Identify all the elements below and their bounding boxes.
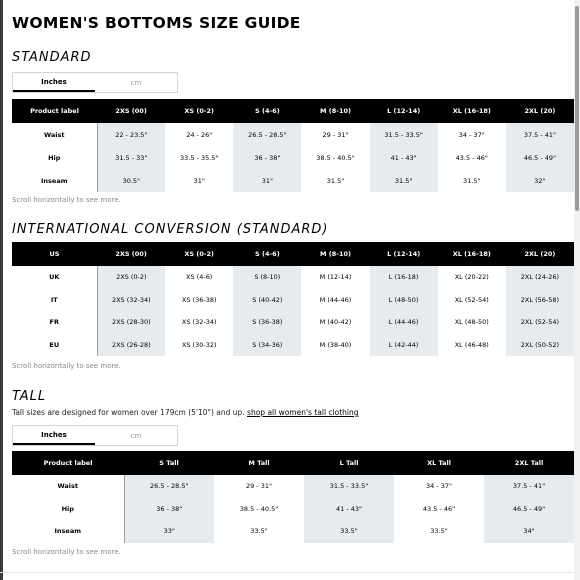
table-cell: XL (48-50) (438, 311, 506, 334)
table-cell: 2XS (32-34) (97, 289, 165, 312)
column-header-s-tall: S Tall (124, 451, 214, 475)
table-cell: XL (52-54) (438, 289, 506, 312)
tall-cm-button[interactable]: cm (130, 431, 142, 440)
column-header-s-4-6: S (4-6) (233, 99, 301, 123)
table-cell: 34" (484, 520, 574, 543)
tall-section-title: TALL (12, 389, 47, 404)
row-label: Waist (12, 475, 124, 498)
table-cell: 2XS (26-28) (97, 334, 165, 357)
column-header-2xs-00: 2XS (00) (97, 242, 165, 266)
tall-size-table (12, 451, 574, 543)
tall-note (12, 408, 359, 417)
table-row-hip (12, 146, 574, 169)
table-cell: 31.5 - 33" (97, 146, 165, 169)
row-label: FR (12, 311, 97, 334)
table-cell: 2XS (0-2) (97, 266, 165, 289)
row-label: Hip (12, 146, 97, 169)
shop-tall-clothing-link[interactable]: shop all women's tall clothing (247, 408, 359, 417)
table-row-waist (12, 475, 574, 498)
tall-header-row (12, 451, 574, 475)
column-header-2xs-00: 2XS (00) (97, 99, 165, 123)
column-header-l-tall: L Tall (304, 451, 394, 475)
column-header-xs-0-2: XS (0-2) (165, 99, 233, 123)
table-cell: 31.5" (370, 169, 438, 192)
column-header-l-12-14: L (12-14) (370, 99, 438, 123)
table-cell: 31" (233, 169, 301, 192)
row-label: IT (12, 289, 97, 312)
standard-size-table (12, 99, 574, 192)
table-row-it (12, 289, 574, 312)
table-cell: 41 - 43" (304, 498, 394, 521)
table-cell: L (42-44) (370, 334, 438, 357)
table-cell: 2XL (56-58) (506, 289, 574, 312)
table-cell: 31.5 - 33.5" (370, 123, 438, 146)
table-cell: M (12-14) (301, 266, 369, 289)
table-cell: L (16-18) (370, 266, 438, 289)
row-label: Inseam (12, 520, 124, 543)
table-cell: 2XL (52-54) (506, 311, 574, 334)
column-header-xl-16-18: XL (16-18) (438, 99, 506, 123)
table-cell: S (8-10) (233, 266, 301, 289)
table-cell: S (40-42) (233, 289, 301, 312)
row-label: Waist (12, 123, 97, 146)
tall-inches-button[interactable]: Inches (13, 426, 95, 445)
table-row-waist (12, 123, 574, 146)
table-cell: 34 - 37" (438, 123, 506, 146)
table-cell: 38.5 - 40.5" (301, 146, 369, 169)
table-cell: 38.5 - 40.5" (214, 498, 304, 521)
table-cell: XS (30-32) (165, 334, 233, 357)
table-cell: 30.5" (97, 169, 165, 192)
column-header-l-12-14: L (12-14) (370, 242, 438, 266)
column-header-2xl-20: 2XL (20) (506, 242, 574, 266)
table-row-inseam (12, 169, 574, 192)
vertical-scrollbar[interactable] (574, 0, 580, 580)
row-label: Hip (12, 498, 124, 521)
left-edge-shadow (0, 0, 3, 580)
table-row-eu (12, 334, 574, 357)
column-header-product-label: Product label (12, 451, 124, 475)
table-cell: S (34-36) (233, 334, 301, 357)
row-label: EU (12, 334, 97, 357)
table-cell: 29 - 31" (214, 475, 304, 498)
column-header-xs-0-2: XS (0-2) (165, 242, 233, 266)
table-cell: 26.5 - 28.5" (233, 123, 301, 146)
standard-scroll-hint: Scroll horizontally to see more. (12, 196, 121, 204)
international-section-title: INTERNATIONAL CONVERSION (STANDARD) (12, 222, 329, 237)
column-header-m-8-10: M (8-10) (301, 99, 369, 123)
tall-scroll-hint: Scroll horizontally to see more. (12, 548, 121, 556)
table-cell: 43.5 - 46" (438, 146, 506, 169)
table-cell: 2XS (28-30) (97, 311, 165, 334)
bottom-divider (0, 572, 574, 573)
column-header-s-4-6: S (4-6) (233, 242, 301, 266)
standard-unit-toggle (12, 72, 178, 93)
table-row-inseam (12, 520, 574, 543)
column-header-xl-tall: XL Tall (394, 451, 484, 475)
column-header-us: US (12, 242, 97, 266)
column-header-xl-16-18: XL (16-18) (438, 242, 506, 266)
table-row-fr (12, 311, 574, 334)
table-cell: 29 - 31" (301, 123, 369, 146)
table-row-hip (12, 498, 574, 521)
table-cell: XS (36-38) (165, 289, 233, 312)
standard-inches-button[interactable]: Inches (13, 73, 95, 92)
table-cell: 26.5 - 28.5" (124, 475, 214, 498)
table-cell: 2XL (50-52) (506, 334, 574, 357)
table-cell: 37.5 - 41" (484, 475, 574, 498)
column-header-m-tall: M Tall (214, 451, 304, 475)
international-scroll-hint: Scroll horizontally to see more. (12, 362, 121, 370)
table-cell: L (44-46) (370, 311, 438, 334)
standard-header-row (12, 99, 574, 123)
table-cell: M (44-46) (301, 289, 369, 312)
table-cell: 37.5 - 41" (506, 123, 574, 146)
table-cell: 31.5 - 33.5" (304, 475, 394, 498)
table-cell: 33" (124, 520, 214, 543)
table-cell: 46.5 - 49" (484, 498, 574, 521)
standard-cm-button[interactable]: cm (130, 78, 142, 87)
table-cell: M (38-40) (301, 334, 369, 357)
table-cell: 41 - 43" (370, 146, 438, 169)
table-cell: 33.5" (394, 520, 484, 543)
tall-note-text: Tall sizes are designed for women over 179cm (5'10") and up. (12, 408, 245, 417)
international-header-row (12, 242, 574, 266)
table-cell: 36 - 38" (124, 498, 214, 521)
table-cell: 24 - 26" (165, 123, 233, 146)
standard-section-title: STANDARD (12, 50, 92, 65)
table-cell: 33.5" (214, 520, 304, 543)
table-cell: 2XL (24-26) (506, 266, 574, 289)
table-cell: 33.5" (304, 520, 394, 543)
row-label: UK (12, 266, 97, 289)
table-cell: 31" (165, 169, 233, 192)
column-header-2xl-tall: 2XL Tall (484, 451, 574, 475)
tall-unit-toggle (12, 425, 178, 446)
table-cell: L (48-50) (370, 289, 438, 312)
column-header-m-8-10: M (8-10) (301, 242, 369, 266)
table-cell: 32" (506, 169, 574, 192)
page-title: WOMEN'S BOTTOMS SIZE GUIDE (12, 14, 301, 32)
row-label: Inseam (12, 169, 97, 192)
table-cell: XL (46-48) (438, 334, 506, 357)
table-cell: 43.5 - 46" (394, 498, 484, 521)
table-cell: 22 - 23.5" (97, 123, 165, 146)
international-conversion-table (12, 242, 574, 356)
table-cell: XS (32-34) (165, 311, 233, 334)
column-header-2xl-20: 2XL (20) (506, 99, 574, 123)
table-cell: S (36-38) (233, 311, 301, 334)
table-cell: M (40-42) (301, 311, 369, 334)
table-cell: 34 - 37" (394, 475, 484, 498)
scrollbar-thumb[interactable] (575, 6, 579, 211)
column-header-product-label: Product label (12, 99, 97, 123)
table-cell: 36 - 38" (233, 146, 301, 169)
table-cell: 33.5 - 35.5" (165, 146, 233, 169)
table-row-uk (12, 266, 574, 289)
table-cell: XL (20-22) (438, 266, 506, 289)
table-cell: XS (4-6) (165, 266, 233, 289)
table-cell: 46.5 - 49" (506, 146, 574, 169)
table-cell: 31.5" (301, 169, 369, 192)
table-cell: 31.5" (438, 169, 506, 192)
